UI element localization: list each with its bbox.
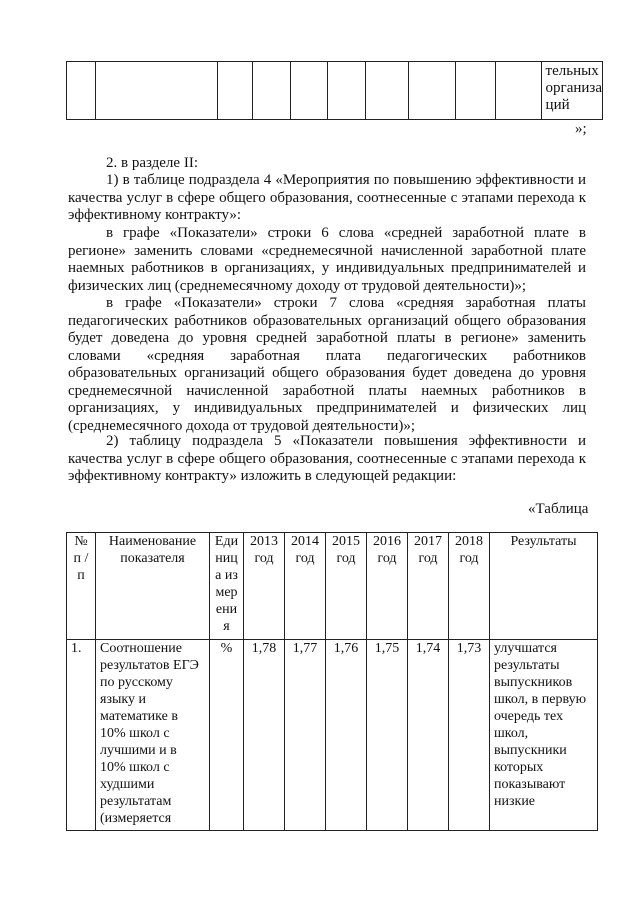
header-num: № п / п [67, 533, 96, 640]
indicators-table [66, 532, 598, 831]
row-value-2016: 1,75 [367, 640, 408, 831]
row-unit: % [210, 640, 244, 831]
table-cell [456, 62, 496, 120]
table-cell [96, 62, 218, 120]
table-cell [496, 62, 541, 120]
header-results: Результаты [490, 533, 598, 640]
row-value-2017: 1,74 [408, 640, 449, 831]
row-value-2018: 1,73 [449, 640, 490, 831]
header-2018: 2018 год [449, 533, 490, 640]
header-2017: 2017 год [408, 533, 449, 640]
header-2013: 2013 год [244, 533, 285, 640]
cell-line: организа [545, 80, 602, 96]
row-value-2015: 1,76 [326, 640, 367, 831]
header-2015: 2015 год [326, 533, 367, 640]
row-name: Соотношение результатов ЕГЭ по русскому языку и математике в 10% школ с лучшими и в 10% школ с худшими результатам (измеряется [96, 640, 210, 831]
continued-table-fragment [66, 61, 603, 120]
header-2016: 2016 год [367, 533, 408, 640]
table-cell [67, 62, 96, 120]
table-cell [291, 62, 327, 120]
paragraph-2: в графе «Показатели» строки 6 слова «средней заработной плате в регионе» заменить словами «среднемесячной начисленной заработной плате наемных работников в организациях, у индивидуальных предпринимателей и физических лиц (среднемесячному доходу от трудовой деятельности)»; [68, 225, 586, 294]
row-value-2013: 1,78 [244, 640, 285, 831]
closing-quote: »; [575, 121, 587, 137]
header-2014: 2014 год [285, 533, 326, 640]
cell-line: ций [545, 97, 570, 113]
paragraph-3: в графе «Показатели» строки 7 слова «средняя заработная платы педагогических работников образовательных организаций общего образования будет доведена до уровня средней заработной платы в регионе» заменить словами «средняя заработная плата педагогических работников образовательных организаций общего образования будет доведена до уровня среднемесячной начисленной заработной платы наемных работников в организациях, у индивидуальных предпринимателей и физических лиц (среднемесячного дохода от трудовой деятельности)»; [68, 295, 586, 434]
table-header-row [67, 533, 598, 640]
table-caption: «Таблица [528, 501, 589, 517]
cell-line: тельных [545, 63, 599, 79]
table-row [67, 640, 598, 831]
table-cell [366, 62, 409, 120]
table-cell [409, 62, 456, 120]
row-value-2014: 1,77 [285, 640, 326, 831]
row-results: улучшатся результаты выпускников школ, в первую очередь тех школ, выпускники которых показывают низкие [490, 640, 598, 831]
table-cell [327, 62, 365, 120]
row-num: 1. [67, 640, 96, 831]
paragraph-4: 2) таблицу подраздела 5 «Показатели повышения эффективности и качества услуг в сфере общего образования, соотнесенные с этапами перехода к эффективному контракту» изложить в следующей редакции: [68, 433, 586, 484]
section-item-2: 2. в разделе II: [106, 155, 198, 171]
paragraph-1: 1) в таблице подраздела 4 «Мероприятия по повышению эффективности и качества услуг в сфере общего образования, соотнесенные с этапами перехода к эффективному контракту»: [68, 172, 586, 223]
header-name: Наименование показателя [96, 533, 210, 640]
table-cell-results-continuation [541, 62, 602, 120]
table-cell [253, 62, 291, 120]
header-unit: Единица измерения [210, 533, 244, 640]
table-cell [217, 62, 252, 120]
